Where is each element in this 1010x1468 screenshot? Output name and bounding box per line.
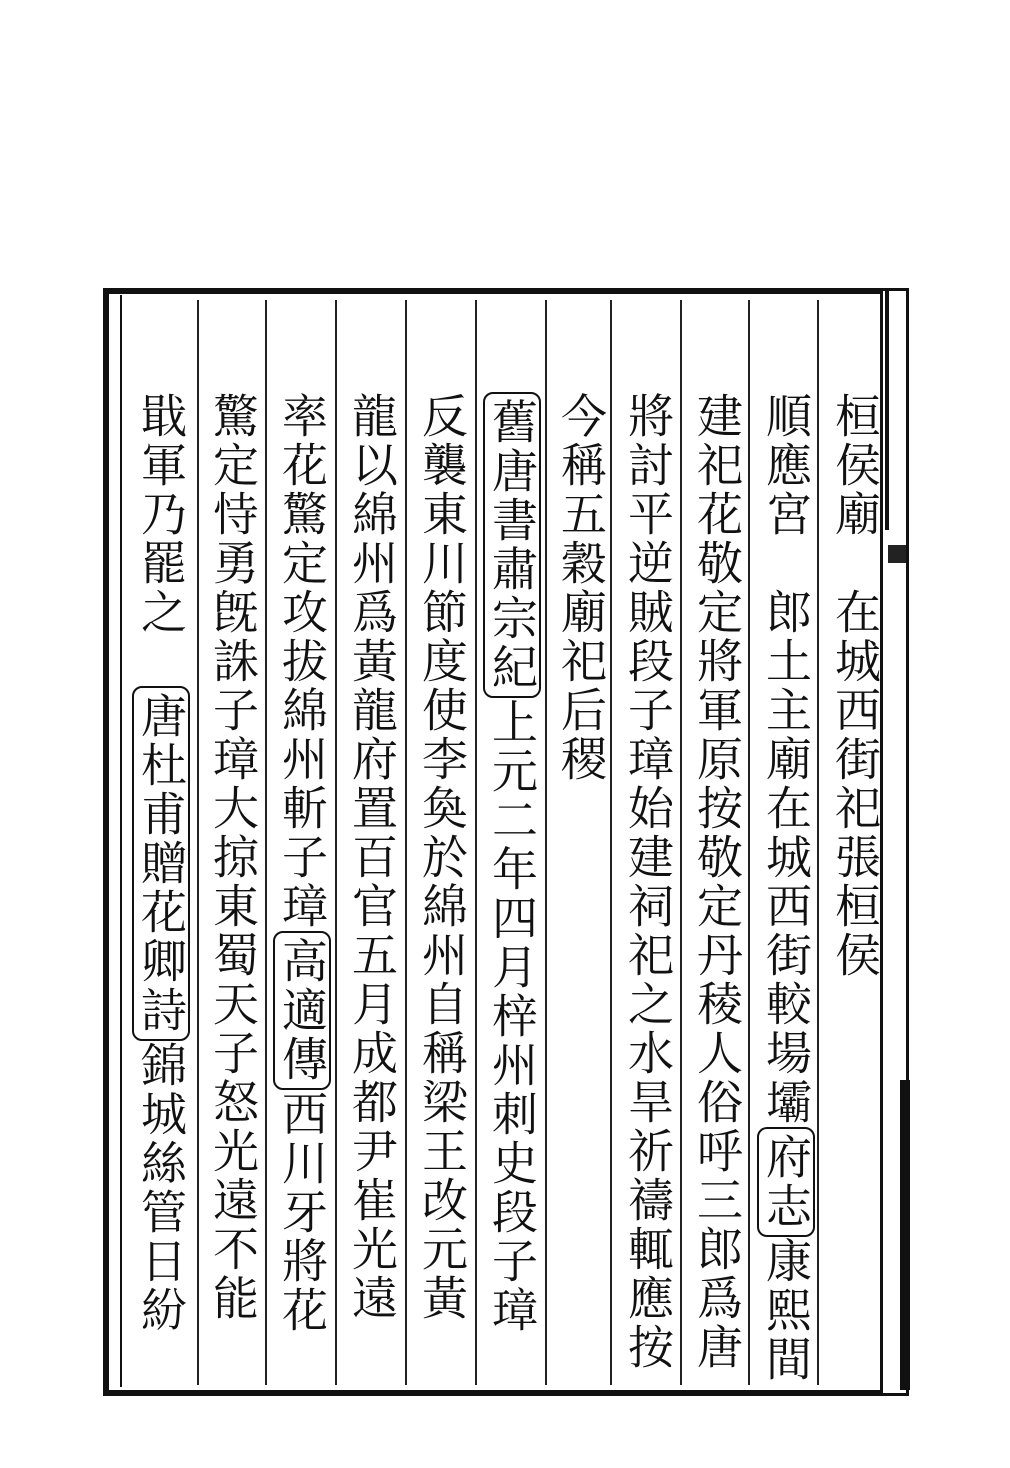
column-text: 康熙間 — [759, 1237, 813, 1384]
column-text: 上元二年四月梓州刺史段子璋 — [485, 698, 539, 1335]
column-text: 錦城絲管日紛 — [134, 1041, 188, 1335]
column-text: 順應宮 — [759, 392, 813, 539]
column-text: 戢軍乃罷之 — [134, 392, 188, 637]
column-text: 反襲東川節度使李奐於綿州自稱梁王改元黃 — [415, 392, 469, 1323]
column-text: 郎土主廟在城西街較場壩 — [759, 539, 813, 1127]
citation-box: 高適傳 — [273, 931, 331, 1090]
column-rule — [335, 300, 337, 1385]
column-text — [134, 637, 188, 686]
column-rule — [680, 300, 682, 1385]
text-column — [132, 392, 190, 1335]
citation-box: 唐杜甫贈花卿詩 — [132, 686, 190, 1041]
text-column — [413, 392, 471, 1323]
column-rule — [405, 300, 407, 1385]
column-text: 將討平逆賊段子璋始建祠祀之水旱祈禱輒應按 — [621, 392, 675, 1372]
column-rule — [545, 300, 547, 1385]
citation-box: 府志 — [757, 1127, 815, 1237]
text-column — [343, 392, 401, 1323]
column-rule — [748, 300, 750, 1385]
fold-black-bottom — [900, 1080, 910, 1390]
column-text: 今稱五穀廟祀后稷 — [554, 392, 608, 784]
fold-black-stripe — [885, 290, 907, 530]
column-rule — [475, 300, 477, 1385]
fold-fishtail-mark — [888, 545, 906, 563]
column-text: 建祀花敬定將軍原按敬定丹稜人俗呼三郎爲唐 — [690, 392, 744, 1372]
text-column — [552, 392, 610, 784]
column-rule — [197, 300, 199, 1385]
column-rule — [817, 300, 819, 1385]
citation-box: 舊唐書肅宗紀 — [483, 392, 541, 698]
column-rule — [610, 300, 612, 1385]
text-column — [483, 392, 541, 1335]
text-column — [757, 392, 815, 1384]
text-column — [826, 392, 884, 980]
column-text: 龍以綿州爲黃龍府置百官五月成都尹崔光遠 — [345, 392, 399, 1323]
text-column — [619, 392, 677, 1372]
column-text: 在城西街祀張桓侯 — [828, 539, 882, 980]
column-text: 西川牙將花 — [275, 1090, 329, 1335]
column-text: 驚定恃勇旣誅子璋大掠東蜀天子怒光遠不能 — [206, 392, 260, 1323]
column-text: 桓侯廟 — [828, 392, 882, 539]
text-column — [688, 392, 746, 1372]
column-rule — [265, 300, 267, 1385]
text-column — [273, 392, 331, 1335]
text-column — [204, 392, 262, 1323]
column-text: 率花驚定攻拔綿州斬子璋 — [275, 392, 329, 931]
